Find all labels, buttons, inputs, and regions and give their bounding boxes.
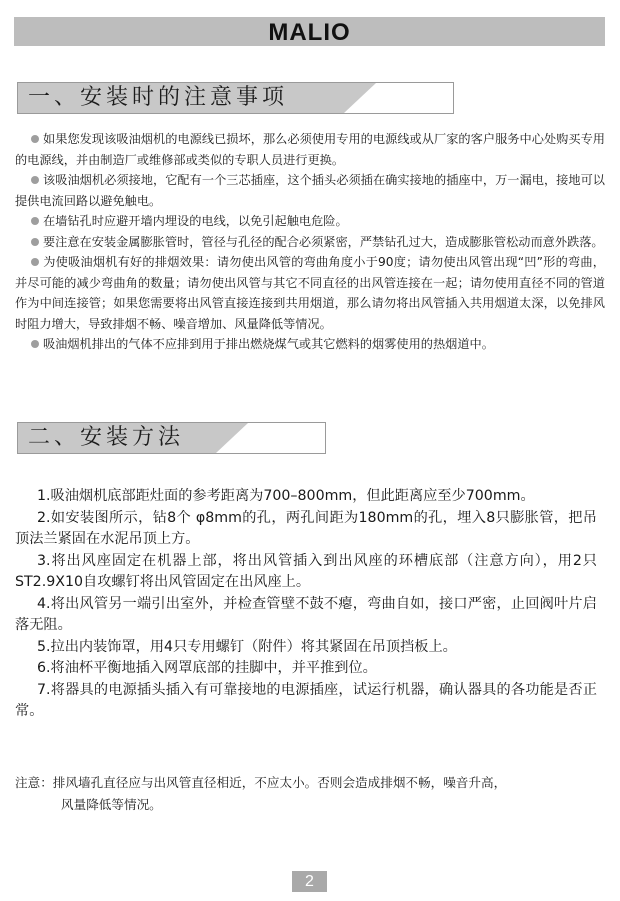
installation-step: 1.吸油烟机底部距灶面的参考距离为700–800mm，但此距离应至少700mm。 <box>37 488 535 504</box>
installation-step: 6.将油杯平衡地插入网罩底部的挂脚中，并平推到位。 <box>37 660 377 676</box>
brand-logo: MALIO <box>268 19 351 46</box>
page-number: 2 <box>292 871 327 892</box>
precaution-item: 在墙钻孔时应避开墙内埋设的电线，以免引起触电危险。 <box>15 211 605 232</box>
installation-steps <box>15 486 597 723</box>
bullet-dot-icon <box>31 176 39 184</box>
installation-step: 3.将出风座固定在机器上部，将出风管插入到出风座的环槽底部（注意方向），用2只ST2.9X10自攻螺钉将出风管固定在出风座上。 <box>15 552 597 590</box>
section-header-installation <box>17 422 326 454</box>
installation-note <box>15 772 605 816</box>
bullet-dot-icon <box>31 258 39 266</box>
installation-step: 4.将出风管另一端引出室外，并检查管壁不鼓不瘪，弯曲自如，接口严密，止回阀叶片启落无阻。 <box>15 595 597 633</box>
bullet-dot-icon <box>31 217 39 225</box>
precaution-item: 要注意在安装金属膨胀管时，管径与孔径的配合必须紧密，严禁钻孔过大，造成膨胀管松动而意外跌落。 <box>15 232 605 253</box>
section-header-precautions <box>17 82 454 114</box>
installation-step: 5.拉出内装饰罩，用4只专用螺钉（附件）将其紧固在吊顶挡板上。 <box>37 638 457 655</box>
brand-header-bar <box>14 17 605 46</box>
precaution-item: 如果您发现该吸油烟机的电源线已损坏，那么必须使用专用的电源线或从厂家的客户服务中心处购买专用的电源线，并由制造厂或维修部或类似的专职人员进行更换。 <box>15 132 605 167</box>
section-title-installation: 二、安装方法 <box>28 425 185 450</box>
bullet-dot-icon <box>31 340 39 348</box>
precaution-item: 吸油烟机排出的气体不应排到用于排出燃烧煤气或其它燃料的烟雾使用的热烟道中。 <box>15 334 605 355</box>
section-title-precautions: 一、安装时的注意事项 <box>28 85 289 110</box>
bullet-dot-icon <box>31 238 39 246</box>
precautions-list <box>15 129 605 355</box>
bullet-dot-icon <box>31 135 39 143</box>
note-line-2: 风量降低等情况。 <box>61 797 162 812</box>
installation-step: 7.将器具的电源插头插入有可靠接地的电源插座，试运行机器，确认器具的各功能是否正常。 <box>15 681 597 719</box>
precaution-item: 该吸油烟机必须接地，它配有一个三芯插座，这个插头必须插在确实接地的插座中，万一漏电，接地可以提供电流回路以避免触电。 <box>15 173 605 208</box>
note-line-1: 注意：排风墙孔直径应与出风管直径相近，不应太小。否则会造成排烟不畅，噪音升高， <box>15 775 507 790</box>
precaution-item: 为使吸油烟机有好的排烟效果：请勿使出风管的弯曲角度小于90度；请勿使出风管出现“凹”形的弯曲，并尽可能的减少弯曲角的数量；请勿使出风管与其它不同直径的出风管连接在一起；请勿使用直径不同的管道作为中间连接管；如果您需要将出风管直接连接到共用烟道，那么请勿将出风管插入共用烟道太深，以免排风时阻力增大，导致排烟不畅、噪音增加、风量降低等情况。 <box>15 255 605 331</box>
installation-step: 2.如安装图所示，钻8个 φ8mm的孔，两孔间距为180mm的孔，埋入8只膨胀管，把吊顶法兰紧固在水泥吊顶上方。 <box>15 509 597 547</box>
